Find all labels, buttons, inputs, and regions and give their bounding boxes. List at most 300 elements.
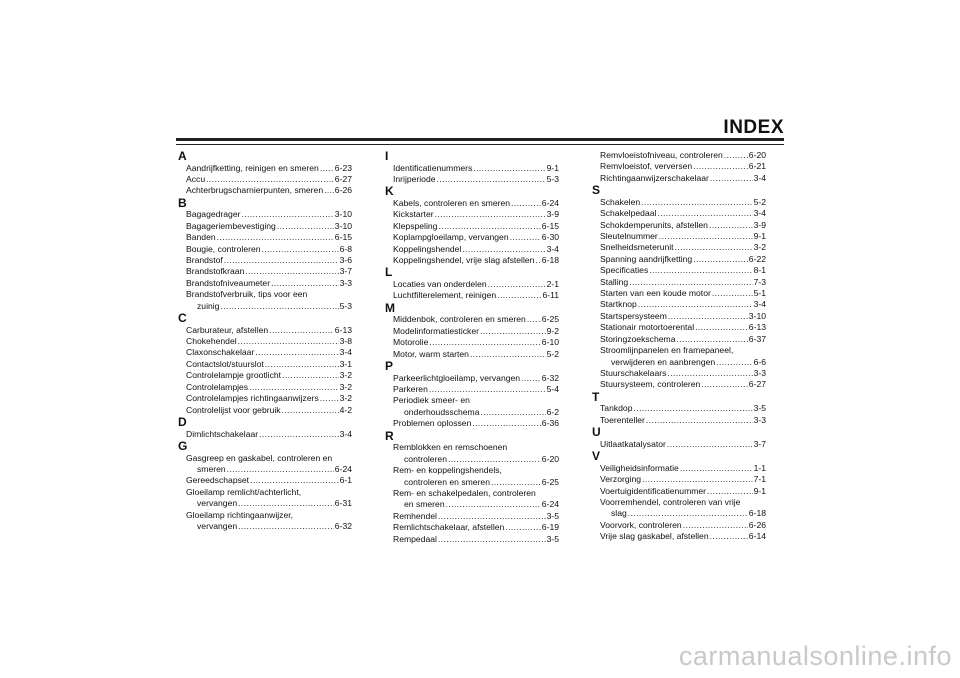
index-page-number: 6-25 bbox=[541, 476, 559, 487]
dot-leader bbox=[649, 265, 752, 276]
index-entry-text: Verzorging bbox=[600, 474, 642, 485]
index-entry-text: Stationair motortoerental bbox=[600, 322, 695, 333]
index-entry-text: Remblokken en remschoenen bbox=[393, 442, 508, 453]
dot-leader bbox=[217, 232, 334, 243]
dot-leader bbox=[250, 475, 339, 486]
index-entry bbox=[594, 288, 766, 299]
watermark: carmanualsonline.info bbox=[678, 641, 952, 671]
index-entry-text: Bagagedrager bbox=[186, 209, 241, 220]
index-page-number: 6-26 bbox=[334, 185, 352, 196]
index-letter-heading: D bbox=[178, 414, 187, 429]
index-letter-heading: C bbox=[178, 311, 187, 326]
index-page-number: 3-2 bbox=[339, 381, 352, 392]
dot-leader bbox=[675, 242, 753, 253]
index-entry-text: Remlichtschakelaar, afstellen bbox=[393, 522, 505, 533]
index-entry bbox=[594, 368, 766, 379]
index-page-number: 6-27 bbox=[748, 379, 766, 390]
index-page-number: 6-31 bbox=[334, 498, 352, 509]
index-page-number: 1-1 bbox=[753, 462, 766, 473]
dot-leader bbox=[437, 174, 546, 185]
index-page-number: 6-8 bbox=[339, 243, 352, 254]
index-page-number: 3-10 bbox=[334, 220, 352, 231]
index-entry-text: Stuursysteem, controleren bbox=[600, 379, 701, 390]
index-page-number: 6-18 bbox=[541, 255, 559, 266]
index-page-number: 7-3 bbox=[753, 276, 766, 287]
index-entry-text: Motorolie bbox=[393, 337, 429, 348]
dot-leader bbox=[683, 520, 748, 531]
index-page-number: 6-13 bbox=[334, 324, 352, 335]
index-entry bbox=[180, 405, 352, 416]
index-page-number: 9-1 bbox=[753, 231, 766, 242]
dot-leader bbox=[255, 347, 338, 358]
index-entry-text: Uitlaatkatalysator bbox=[600, 438, 666, 449]
index-page-number: 6-20 bbox=[748, 150, 766, 160]
index-page-number: 3-4 bbox=[753, 208, 766, 219]
index-entry-text: Gloeilamp remlicht/achterlicht, bbox=[186, 486, 302, 497]
index-entry-text: Luchtfilterelement, reinigen bbox=[393, 290, 497, 301]
dot-leader bbox=[429, 384, 546, 395]
dot-leader bbox=[701, 379, 747, 390]
index-entry bbox=[387, 221, 559, 232]
index-entry bbox=[594, 265, 766, 276]
index-page-number: 3-10 bbox=[748, 310, 766, 321]
index-page-number: 6-15 bbox=[541, 220, 559, 231]
dot-leader bbox=[277, 221, 334, 232]
index-entry bbox=[387, 198, 559, 209]
index-page-number: 7-1 bbox=[753, 474, 766, 485]
index-entry bbox=[387, 279, 559, 290]
dot-leader bbox=[282, 370, 339, 381]
index-entry bbox=[180, 209, 352, 220]
dot-leader bbox=[659, 231, 753, 242]
index-entry-text: Sleutelnummer bbox=[600, 231, 658, 242]
index-entry-text: Controlelijst voor gebruik bbox=[186, 404, 281, 415]
index-entry-text: Tankdop bbox=[600, 403, 633, 414]
dot-leader bbox=[462, 244, 545, 255]
dot-leader bbox=[695, 322, 748, 333]
index-entry bbox=[387, 384, 559, 395]
index-entry bbox=[180, 498, 352, 509]
index-entry bbox=[594, 474, 766, 485]
index-entry-text: Parkeerlichtgloeilamp, vervangen bbox=[393, 372, 521, 383]
index-entry-text: Brandstofverbruik, tips voor een bbox=[186, 289, 308, 300]
index-entry-text: controleren bbox=[404, 453, 447, 464]
index-letter-heading: A bbox=[178, 149, 187, 163]
index-entry bbox=[594, 242, 766, 253]
index-entry bbox=[387, 349, 559, 360]
index-entry bbox=[594, 231, 766, 242]
index-entry bbox=[594, 161, 766, 172]
index-entry-text: Brandstofniveaumeter bbox=[186, 277, 271, 288]
index-entry bbox=[180, 325, 352, 336]
dot-leader bbox=[438, 511, 546, 522]
index-page-number: 6-6 bbox=[753, 356, 766, 367]
dot-leader bbox=[245, 266, 338, 277]
index-entry-text: slag bbox=[611, 508, 627, 519]
index-entry-text: controleren en smeren bbox=[404, 476, 490, 487]
index-entry-text: Gasgreep en gaskabel, controleren en bbox=[186, 452, 333, 463]
index-entry-text: Specificaties bbox=[600, 265, 649, 276]
dot-leader bbox=[535, 255, 540, 266]
index-entry-text: Middenbok, controleren en smeren bbox=[393, 314, 526, 325]
index-page-number: 5-1 bbox=[753, 288, 766, 299]
index-entry-text: Toerenteller bbox=[600, 414, 645, 425]
index-entry-text: en smeren bbox=[404, 499, 445, 510]
dot-leader bbox=[693, 254, 748, 265]
index-entry-text: Remhendel bbox=[393, 510, 437, 521]
index-entry-text: Bagageriembevestiging bbox=[186, 220, 276, 231]
index-entry-text: Remvloeistofniveau, controleren bbox=[600, 150, 723, 160]
index-entry-text: Dimlichtschakelaar bbox=[186, 428, 259, 439]
index-page-number: 3-6 bbox=[339, 255, 352, 266]
index-entry bbox=[387, 163, 559, 174]
index-entry-text: Schakelpedaal bbox=[600, 208, 657, 219]
index-page-number: 6-32 bbox=[334, 520, 352, 531]
index-entry bbox=[180, 163, 352, 174]
index-entry bbox=[387, 373, 559, 384]
index-entry-text: Controlelampje grootlicht bbox=[186, 370, 282, 381]
index-entry-text: Achterbrugscharnierpunten, smeren bbox=[186, 185, 324, 196]
dot-leader bbox=[435, 209, 546, 220]
index-entry bbox=[594, 277, 766, 288]
dot-leader bbox=[505, 522, 541, 533]
index-page-number: 3-5 bbox=[546, 510, 559, 521]
index-entry-text: Locaties van onderdelen bbox=[393, 279, 487, 290]
index-entry bbox=[594, 197, 766, 208]
index-entry-text: Brandstof bbox=[186, 255, 223, 266]
index-entry-text: Veiligheidsinformatie bbox=[600, 462, 679, 473]
index-entry-text: Controlelampjes richtingaanwijzers bbox=[186, 393, 319, 404]
index-page-number: 6-10 bbox=[541, 337, 559, 348]
index-column-3 bbox=[594, 150, 766, 543]
index-entry-text: Parkeren bbox=[393, 384, 428, 395]
index-page-number: 6-26 bbox=[748, 519, 766, 530]
dot-leader bbox=[259, 429, 338, 440]
index-page-number: 3-4 bbox=[339, 428, 352, 439]
dot-leader bbox=[629, 277, 752, 288]
dot-leader bbox=[724, 150, 748, 161]
index-entry bbox=[387, 314, 559, 325]
index-page-number: 6-15 bbox=[334, 232, 352, 243]
index-entry-text: Snelheidsmeterunit bbox=[600, 242, 674, 253]
index-letter-heading: I bbox=[385, 149, 389, 163]
index-entry bbox=[180, 255, 352, 266]
index-entry-text: Storingzoekschema bbox=[600, 333, 676, 344]
index-entry-text: Stuurschakelaars bbox=[600, 367, 667, 378]
dot-leader bbox=[271, 278, 339, 289]
index-entry bbox=[594, 173, 766, 184]
index-page-number: 9-2 bbox=[546, 325, 559, 336]
index-page-number: 6-25 bbox=[541, 314, 559, 325]
dot-leader bbox=[642, 474, 752, 485]
index-entry bbox=[180, 232, 352, 243]
index-entry bbox=[594, 357, 766, 368]
page-title: INDEX bbox=[723, 117, 784, 138]
index-column-2 bbox=[387, 150, 559, 545]
dot-leader bbox=[709, 220, 753, 231]
index-entry-text: Vrije slag gaskabel, afstellen bbox=[600, 531, 709, 542]
index-entry bbox=[180, 244, 352, 255]
index-entry bbox=[180, 347, 352, 358]
index-entry-text: Modelinformatiesticker bbox=[393, 325, 479, 336]
index-page-number: 3-4 bbox=[753, 299, 766, 310]
index-page-number: 3-3 bbox=[753, 414, 766, 425]
index-entry bbox=[594, 403, 766, 414]
index-entry bbox=[180, 278, 352, 289]
index-page-number: 4-2 bbox=[339, 404, 352, 415]
index-entry-text: Kickstarter bbox=[393, 209, 434, 220]
dot-leader bbox=[521, 373, 541, 384]
index-page-number: 9-1 bbox=[753, 485, 766, 496]
index-entry-text: Gereedschapset bbox=[186, 475, 250, 486]
dot-leader bbox=[324, 185, 334, 196]
index-page-number: 3-1 bbox=[339, 358, 352, 369]
index-entry-text: Brandstofkraan bbox=[186, 266, 245, 277]
index-page-number: 6-23 bbox=[334, 162, 352, 173]
dot-leader bbox=[668, 311, 748, 322]
dot-leader bbox=[224, 255, 339, 266]
index-letter-heading: B bbox=[178, 195, 187, 210]
index-page-number: 5-2 bbox=[546, 348, 559, 359]
index-page-number: 6-11 bbox=[542, 290, 559, 301]
index-entry bbox=[180, 429, 352, 440]
index-entry bbox=[180, 336, 352, 347]
dot-leader bbox=[511, 198, 541, 209]
index-entry-text: Rempedaal bbox=[393, 533, 437, 544]
index-page-number: 3-8 bbox=[339, 336, 352, 347]
index-entry-text: Voorremhendel, controleren van vrije bbox=[600, 496, 741, 507]
index-entry bbox=[594, 486, 766, 497]
dot-leader bbox=[448, 454, 541, 465]
dot-leader bbox=[680, 463, 753, 474]
dot-leader bbox=[667, 368, 752, 379]
index-entry bbox=[387, 174, 559, 185]
index-entry bbox=[387, 522, 559, 533]
dot-leader bbox=[206, 174, 334, 185]
index-page-number: 6-27 bbox=[334, 174, 352, 184]
index-letter-heading: V bbox=[592, 449, 601, 464]
index-entry-text: Schokdemperunits, afstellen bbox=[600, 219, 708, 230]
index-entry-text: Kabels, controleren en smeren bbox=[393, 198, 511, 208]
index-entry-text: Banden bbox=[186, 232, 216, 243]
index-letter-heading: R bbox=[385, 428, 394, 443]
index-entry-text: Remvloeistof, verversen bbox=[600, 161, 693, 172]
index-entry bbox=[594, 463, 766, 474]
dot-leader bbox=[320, 393, 339, 404]
index-page-number: 3-3 bbox=[339, 277, 352, 288]
dot-leader bbox=[241, 209, 333, 220]
index-letter-heading: S bbox=[592, 183, 601, 198]
dot-leader bbox=[265, 359, 339, 370]
dot-leader bbox=[527, 314, 541, 325]
index-entry-text: Identificatienummers bbox=[393, 162, 473, 173]
index-page-number: 5-4 bbox=[546, 384, 559, 395]
index-page-number: 6-2 bbox=[546, 406, 559, 417]
index-entry bbox=[594, 531, 766, 542]
index-page-number: 6-13 bbox=[748, 322, 766, 333]
index-page-number: 6-24 bbox=[541, 198, 559, 208]
index-page-number: 3-3 bbox=[753, 367, 766, 378]
index-letter-heading: T bbox=[592, 389, 600, 404]
index-entry bbox=[594, 150, 766, 161]
index-entry bbox=[594, 254, 766, 265]
index-entry bbox=[387, 244, 559, 255]
index-entry bbox=[180, 370, 352, 381]
index-entry-text: Rem- en schakelpedalen, controleren bbox=[393, 487, 536, 498]
index-letter-heading: L bbox=[385, 265, 393, 280]
index-entry bbox=[594, 379, 766, 390]
dot-leader bbox=[262, 244, 339, 255]
index-entry bbox=[387, 407, 559, 418]
dot-leader bbox=[491, 477, 541, 488]
dot-leader bbox=[716, 357, 752, 368]
index-entry bbox=[180, 393, 352, 404]
index-page-number: 3-4 bbox=[753, 172, 766, 183]
index-page-number: 3-2 bbox=[339, 370, 352, 381]
dot-leader bbox=[646, 415, 753, 426]
index-letter-heading: G bbox=[178, 438, 188, 453]
index-entry bbox=[594, 415, 766, 426]
index-page-number: 6-37 bbox=[748, 333, 766, 344]
index-page-number: 6-18 bbox=[748, 508, 766, 519]
index-entry-text: Klepspeling bbox=[393, 220, 438, 231]
index-page-number: 3-7 bbox=[339, 266, 352, 277]
index-entry bbox=[180, 382, 352, 393]
dot-leader bbox=[641, 197, 752, 208]
index-page-number: 6-19 bbox=[541, 522, 559, 533]
dot-leader bbox=[710, 173, 753, 184]
index-letter-heading: K bbox=[385, 184, 394, 199]
dot-leader bbox=[227, 464, 334, 475]
index-entry bbox=[387, 534, 559, 545]
index-page-number: 3-4 bbox=[339, 347, 352, 358]
dot-leader bbox=[667, 439, 753, 450]
index-entry bbox=[180, 359, 352, 370]
index-entry-text: Carburateur, afstellen bbox=[186, 324, 269, 335]
index-entry-text: Claxonschakelaar bbox=[186, 347, 255, 358]
index-entry bbox=[180, 464, 352, 475]
dot-leader bbox=[472, 418, 540, 429]
index-entry-text: verwijderen en aanbrengen bbox=[611, 356, 716, 367]
index-entry-text: smeren bbox=[197, 463, 226, 474]
index-entry-text: Motor, warm starten bbox=[393, 348, 469, 359]
index-entry bbox=[387, 255, 559, 266]
index-page-number: 6-36 bbox=[541, 418, 559, 429]
index-entry bbox=[594, 311, 766, 322]
index-page-number: 3-2 bbox=[753, 242, 766, 253]
dot-leader bbox=[269, 325, 334, 336]
index-entry bbox=[387, 326, 559, 337]
index-entry bbox=[594, 299, 766, 310]
dot-leader bbox=[693, 161, 748, 172]
dot-leader bbox=[470, 349, 546, 360]
header-rule-thick bbox=[176, 138, 784, 141]
dot-leader bbox=[238, 336, 339, 347]
index-entry bbox=[387, 418, 559, 429]
index-column-1 bbox=[180, 150, 352, 532]
index-entry bbox=[180, 266, 352, 277]
index-entry-text: Voorvork, controleren bbox=[600, 519, 682, 530]
index-page-number: 6-22 bbox=[748, 253, 766, 264]
dot-leader bbox=[488, 279, 546, 290]
index-entry bbox=[594, 208, 766, 219]
index-entry-text: vervangen bbox=[197, 498, 238, 509]
dot-leader bbox=[638, 299, 753, 310]
index-page-number: 6-24 bbox=[541, 499, 559, 510]
index-entry-text: Aandrijfketting, reinigen en smeren bbox=[186, 162, 319, 173]
index-page-number: 6-20 bbox=[541, 453, 559, 464]
index-page-number: 3-4 bbox=[546, 243, 559, 254]
index-entry-text: Koppelingshendel bbox=[393, 243, 462, 254]
index-entry-text: Controlelampjes bbox=[186, 381, 249, 392]
dot-leader bbox=[249, 382, 338, 393]
dot-leader bbox=[634, 403, 753, 414]
index-entry bbox=[594, 508, 766, 519]
dot-leader bbox=[480, 326, 546, 337]
index-entry bbox=[180, 174, 352, 185]
dot-leader bbox=[429, 337, 540, 348]
index-page-number: 3-5 bbox=[546, 533, 559, 544]
dot-leader bbox=[238, 521, 334, 532]
index-entry-text: Rem- en koppelingshendels, bbox=[393, 465, 502, 476]
dot-leader bbox=[446, 499, 541, 510]
index-entry bbox=[180, 221, 352, 232]
index-entry bbox=[180, 475, 352, 486]
dot-leader bbox=[712, 288, 753, 299]
dot-leader bbox=[282, 405, 339, 416]
index-entry-text: Bougie, controleren bbox=[186, 243, 261, 254]
header-rule-thin bbox=[176, 144, 784, 145]
dot-leader bbox=[473, 163, 545, 174]
index-page-number: 6-1 bbox=[339, 475, 352, 486]
index-page-number: 3-5 bbox=[753, 403, 766, 414]
index-entry bbox=[387, 511, 559, 522]
index-page-number: 6-32 bbox=[541, 372, 559, 383]
index-entry bbox=[180, 185, 352, 196]
index-letter-heading: P bbox=[385, 359, 394, 374]
index-entry-text: Gloeilamp richtingaanwijzer, bbox=[186, 509, 293, 520]
dot-leader bbox=[497, 290, 541, 301]
index-entry bbox=[387, 209, 559, 220]
index-entry-text: Contactslot/stuurslot bbox=[186, 358, 264, 369]
index-page-number: 9-1 bbox=[546, 162, 559, 173]
index-entry bbox=[594, 322, 766, 333]
index-entry-text: Spanning aandrijfketting bbox=[600, 253, 693, 264]
index-page-number: 6-30 bbox=[541, 232, 559, 243]
index-entry-text: Accu bbox=[186, 174, 206, 184]
index-entry bbox=[387, 477, 559, 488]
index-entry bbox=[387, 232, 559, 243]
index-entry bbox=[180, 521, 352, 532]
index-entry-text: Koplampgloeilamp, vervangen bbox=[393, 232, 509, 243]
dot-leader bbox=[238, 498, 334, 509]
index-entry bbox=[387, 499, 559, 510]
index-letter-heading: U bbox=[592, 425, 601, 440]
index-entry-text: Stalling bbox=[600, 276, 629, 287]
index-entry bbox=[594, 334, 766, 345]
index-entry-text: vervangen bbox=[197, 520, 238, 531]
dot-leader bbox=[707, 486, 753, 497]
index-entry bbox=[387, 290, 559, 301]
index-page-number: 3-7 bbox=[753, 438, 766, 449]
dot-leader bbox=[628, 508, 748, 519]
dot-leader bbox=[220, 301, 338, 312]
dot-leader bbox=[710, 531, 748, 542]
dot-leader bbox=[676, 334, 747, 345]
dot-leader bbox=[438, 534, 546, 545]
index-entry-text: Koppelingshendel, vrije slag afstellen bbox=[393, 255, 535, 266]
index-entry bbox=[594, 520, 766, 531]
